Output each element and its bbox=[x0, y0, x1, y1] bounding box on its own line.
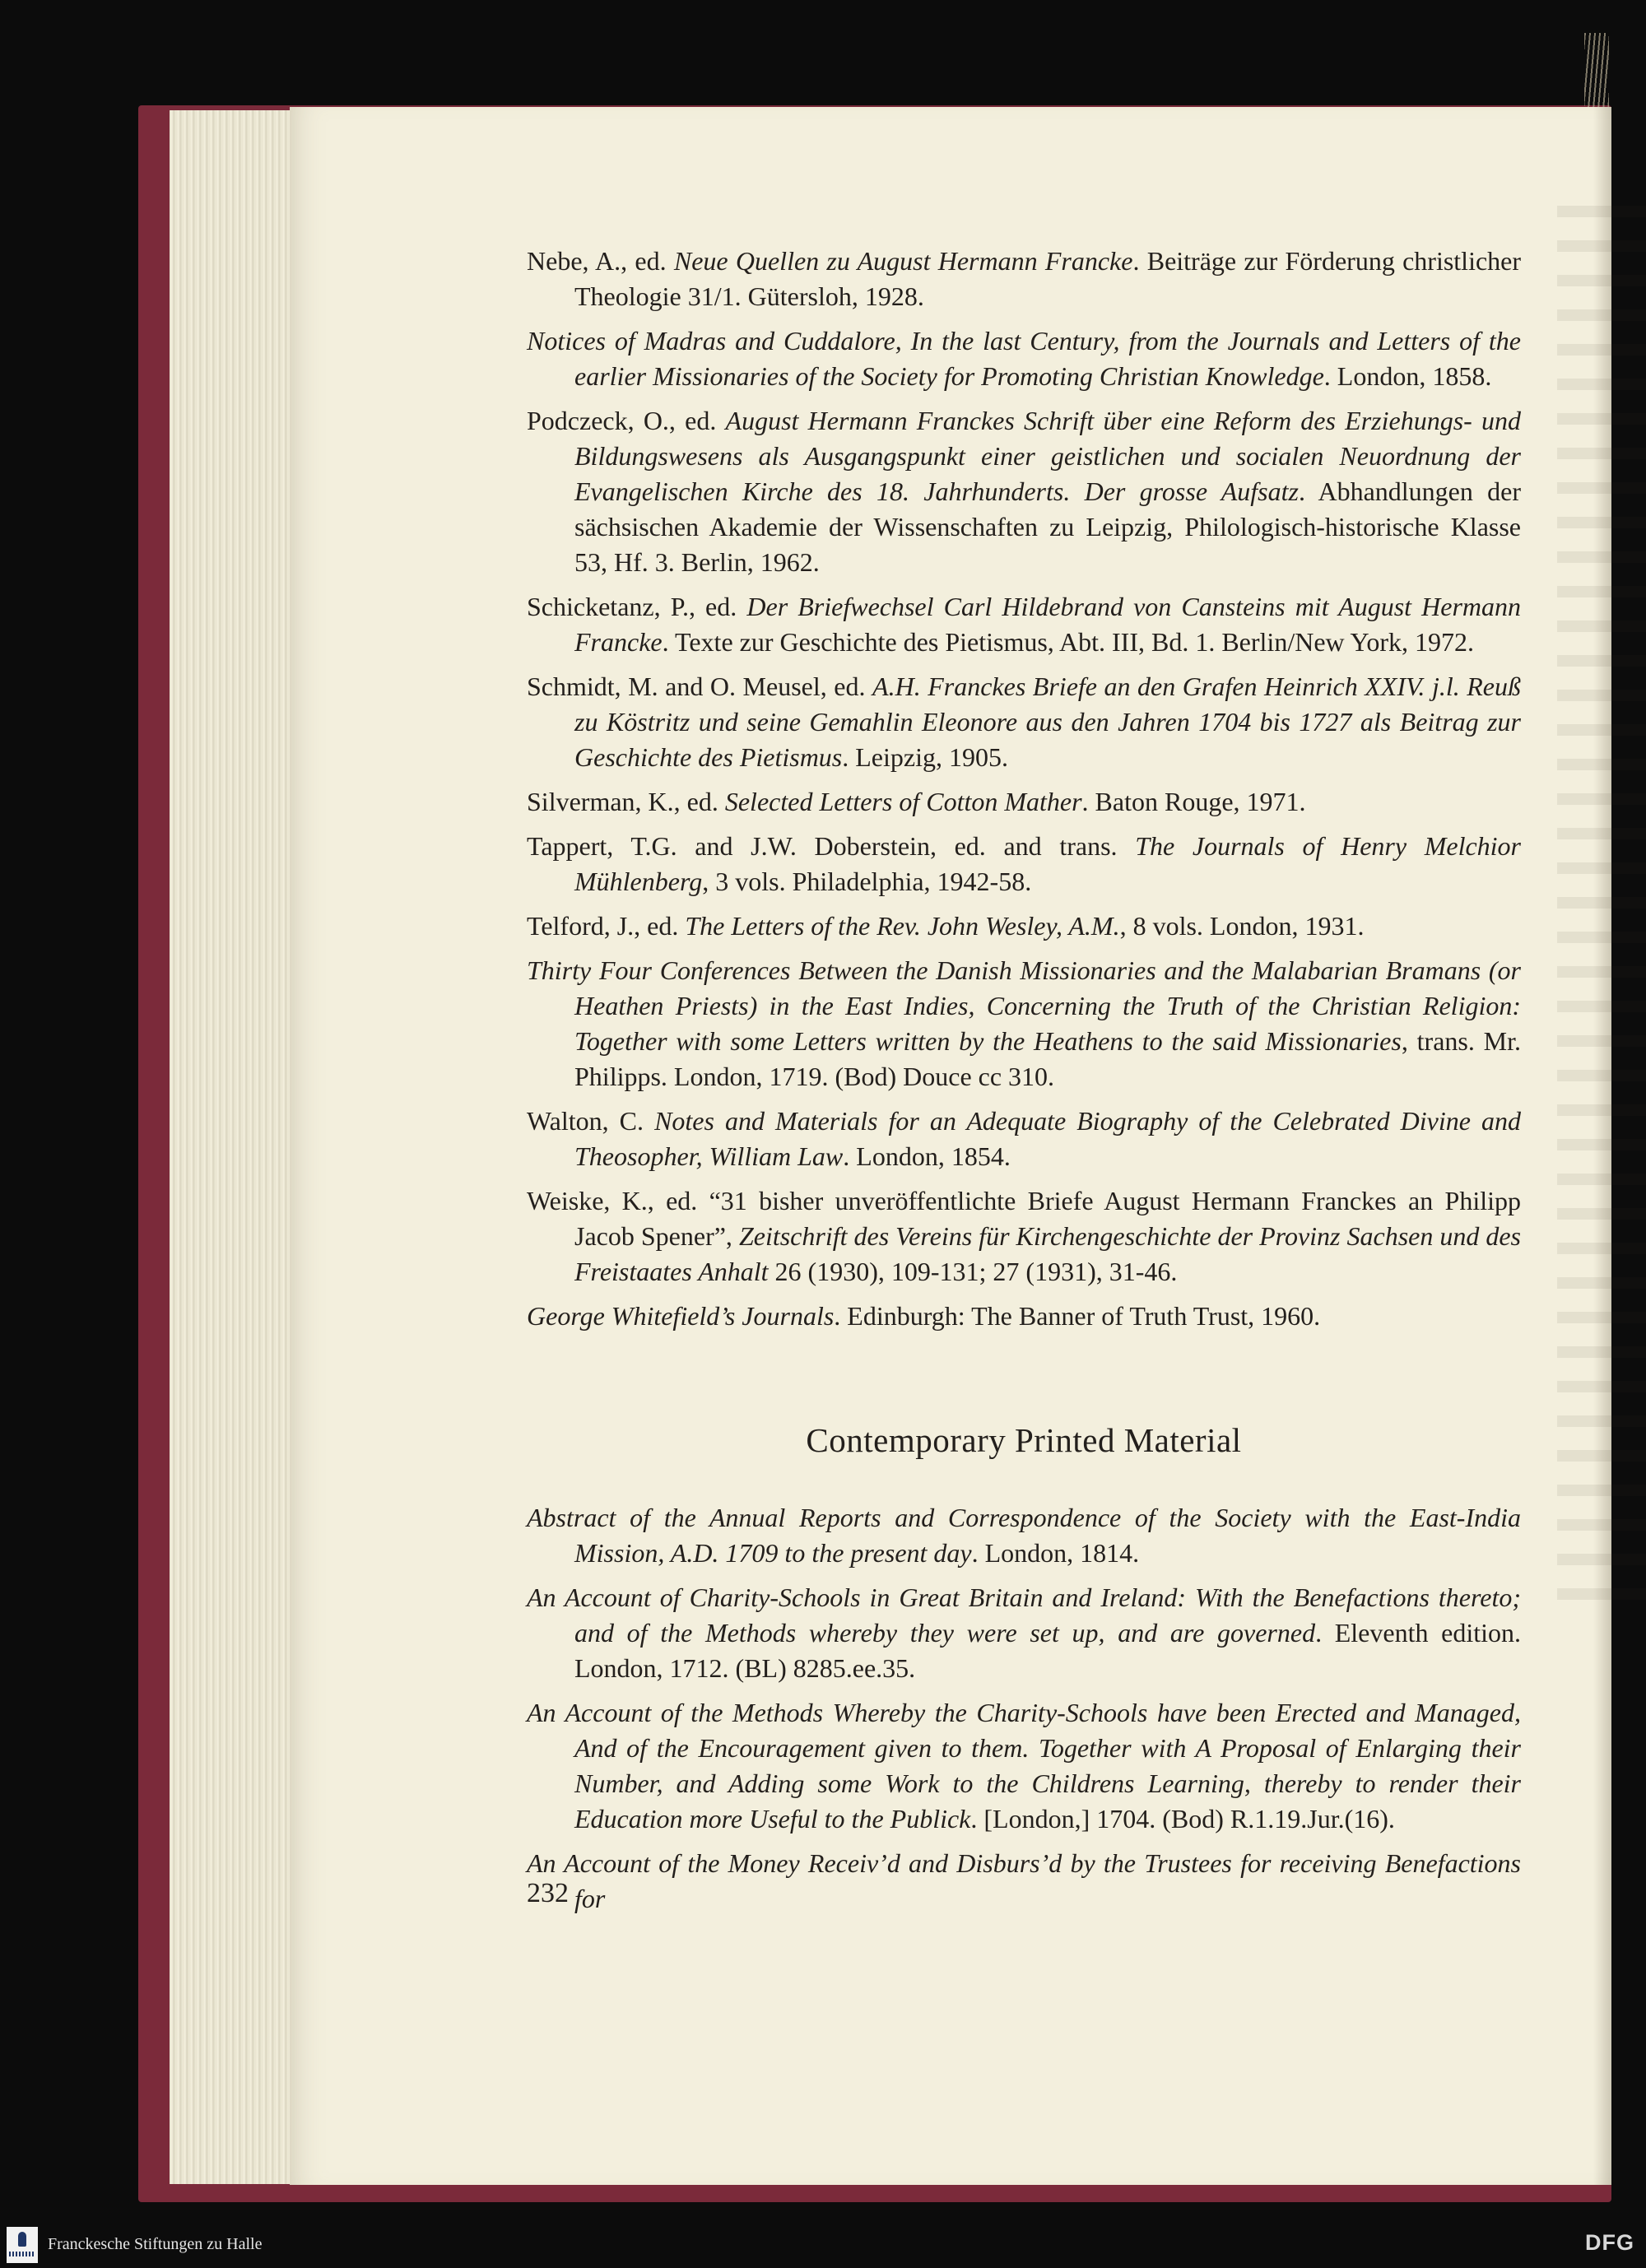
entry-title: An Account of Charity-Schools in Great Britain and Ireland: With the Benefactions thereto; and of the Methods whereby they were set up, and are governed bbox=[527, 1582, 1521, 1648]
entry-text: . [London,] 1704. (Bod) R.1.19.Jur.(16). bbox=[970, 1804, 1395, 1833]
institution-name: Franckesche Stiftungen zu Halle bbox=[48, 2235, 263, 2253]
bibliography-entry bbox=[527, 1183, 1521, 1290]
bibliography-entry bbox=[527, 1299, 1521, 1334]
entry-text: . Eleventh edition. London, 1712. (BL) 8285.ee.35. bbox=[574, 1618, 1522, 1683]
bibliography-entry bbox=[527, 909, 1521, 944]
entry-title: An Account of the Methods Whereby the Charity-Schools have been Erected and Managed, And of the Encouragement given to them. Together with A Proposal of Enlarging their Number, and Adding some Work to the Childrens Learning, thereby to render their Education more Useful to the Publick bbox=[527, 1698, 1521, 1833]
entry-text: , 3 vols. Philadelphia, 1942-58. bbox=[702, 867, 1032, 896]
bibliography-entry bbox=[527, 323, 1521, 394]
section-title: Contemporary Printed Material bbox=[806, 1421, 1242, 1459]
bibliography-entry bbox=[527, 1695, 1521, 1837]
entry-title: August Hermann Franckes Schrift über eine Reform des Erziehungs- und Bildungswesens als Ausgangspunkt einer geistlichen und socialen Neuordnung der Evangelischen Kirche des 18. Jahrhunderts. Der grosse Aufsatz bbox=[574, 406, 1522, 506]
entry-title: A.H. Franckes Briefe an den Grafen Heinrich XXIV. j.l. Reuß zu Köstritz und seine Gemahlin Eleonore aus den Jahren 1704 bis 1727 als Beitrag zur Geschichte des Pietismus bbox=[574, 672, 1522, 772]
bibliography-entry bbox=[527, 829, 1521, 899]
entry-text: Schicketanz, P., ed. bbox=[527, 592, 747, 621]
entry-text: , 8 vols. London, 1931. bbox=[1119, 911, 1365, 941]
gutter-shadow bbox=[1593, 107, 1611, 2185]
entry-title: Notes and Materials for an Adequate Biography of the Celebrated Divine and Theosopher, William Law bbox=[574, 1106, 1522, 1171]
entry-text: . Edinburgh: The Banner of Truth Trust, 1960. bbox=[834, 1301, 1321, 1331]
entry-title: The Journals of Henry Melchior Mühlenberg bbox=[574, 831, 1522, 896]
entry-text: . Baton Rouge, 1971. bbox=[1081, 787, 1306, 816]
bibliography-entry bbox=[527, 1104, 1521, 1174]
entry-text: . Leipzig, 1905. bbox=[842, 742, 1008, 772]
institution-logo[interactable] bbox=[7, 2227, 38, 2263]
bibliography-entry bbox=[527, 1846, 1521, 1917]
page-number: 232 bbox=[527, 1878, 569, 1908]
bibliography-list-bottom bbox=[527, 1500, 1521, 1917]
bibliography-entry bbox=[527, 953, 1521, 1094]
bibliography-entry bbox=[527, 589, 1521, 660]
entry-text: Weiske, K., ed. “31 bisher unveröffentlichte Briefe August Hermann Franckes an Philipp Jacob Spener”, bbox=[527, 1186, 1521, 1251]
entry-text: Nebe, A., ed. bbox=[527, 246, 674, 276]
entry-text: , trans. Mr. Philipps. London, 1719. (Bod) Douce cc 310. bbox=[574, 1026, 1521, 1091]
bibliography-entry bbox=[527, 244, 1521, 314]
entry-title: Neue Quellen zu August Hermann Francke bbox=[673, 246, 1133, 276]
entry-title: Der Briefwechsel Carl Hildebrand von Cansteins mit August Hermann Francke bbox=[574, 592, 1522, 657]
bibliography-entry bbox=[527, 1500, 1521, 1571]
entry-title: An Account of the Money Receiv’d and Disburs’d by the Trustees for receiving Benefactions for bbox=[527, 1848, 1521, 1913]
entry-text: . London, 1814. bbox=[971, 1538, 1140, 1568]
entry-text: Tappert, T.G. and J.W. Doberstein, ed. and trans. bbox=[527, 831, 1136, 861]
entry-title: Thirty Four Conferences Between the Danish Missionaries and the Malabarian Bramans (or Heathen Priests) in the East Indies, Concerning the Truth of the Christian Religion: Together with some Letters written by the Heathens to the said Missionaries bbox=[527, 955, 1521, 1056]
bibliography-entry bbox=[527, 1580, 1521, 1686]
entry-text: Silverman, K., ed. bbox=[527, 787, 725, 816]
entry-text: . Texte zur Geschichte des Pietismus, Abt. III, Bd. 1. Berlin/New York, 1972. bbox=[662, 627, 1474, 657]
dfg-logo: DFG bbox=[1585, 2230, 1634, 2255]
viewer-footer bbox=[0, 2222, 1646, 2268]
entry-text: . Beiträge zur Förderung christlicher Theologie 31/1. Gütersloh, 1928. bbox=[574, 246, 1522, 311]
entry-text: Telford, J., ed. bbox=[527, 911, 686, 941]
entry-text: . London, 1854. bbox=[843, 1141, 1011, 1171]
entry-title: Selected Letters of Cotton Mather bbox=[724, 787, 1082, 816]
entry-text: Podczeck, O., ed. bbox=[527, 406, 726, 435]
entry-text: 26 (1930), 109-131; 27 (1931), 31-46. bbox=[768, 1257, 1178, 1286]
bibliography-list-top bbox=[527, 244, 1521, 1334]
entry-title: Abstract of the Annual Reports and Correspondence of the Society with the East-India Mission, A.D. 1709 to the present day bbox=[527, 1503, 1521, 1568]
entry-title: Notices of Madras and Cuddalore, In the last Century, from the Journals and Letters of the earlier Missionaries of the Society for Promoting Christian Knowledge bbox=[527, 326, 1521, 391]
entry-text: . Abhandlungen der sächsischen Akademie der Wissenschaften zu Leipzig, Philologisch-historische Klasse 53, Hf. 3. Berlin, 1962. bbox=[574, 476, 1522, 577]
bibliography-entry bbox=[527, 403, 1521, 580]
entry-text: . London, 1858. bbox=[1323, 361, 1492, 391]
entry-text: Schmidt, M. and O. Meusel, ed. bbox=[527, 672, 873, 701]
entry-text: Walton, C. bbox=[527, 1106, 655, 1136]
entry-title: Zeitschrift des Vereins für Kirchengeschichte der Provinz Sachsen und des Freistaates Anhalt bbox=[574, 1221, 1522, 1286]
entry-title: The Letters of the Rev. John Wesley, A.M. bbox=[685, 911, 1120, 941]
bibliography-entry bbox=[527, 669, 1521, 775]
bibliography-entry bbox=[527, 784, 1521, 820]
page-content bbox=[527, 244, 1521, 1926]
entry-title: George Whitefield’s Journals bbox=[527, 1301, 835, 1331]
